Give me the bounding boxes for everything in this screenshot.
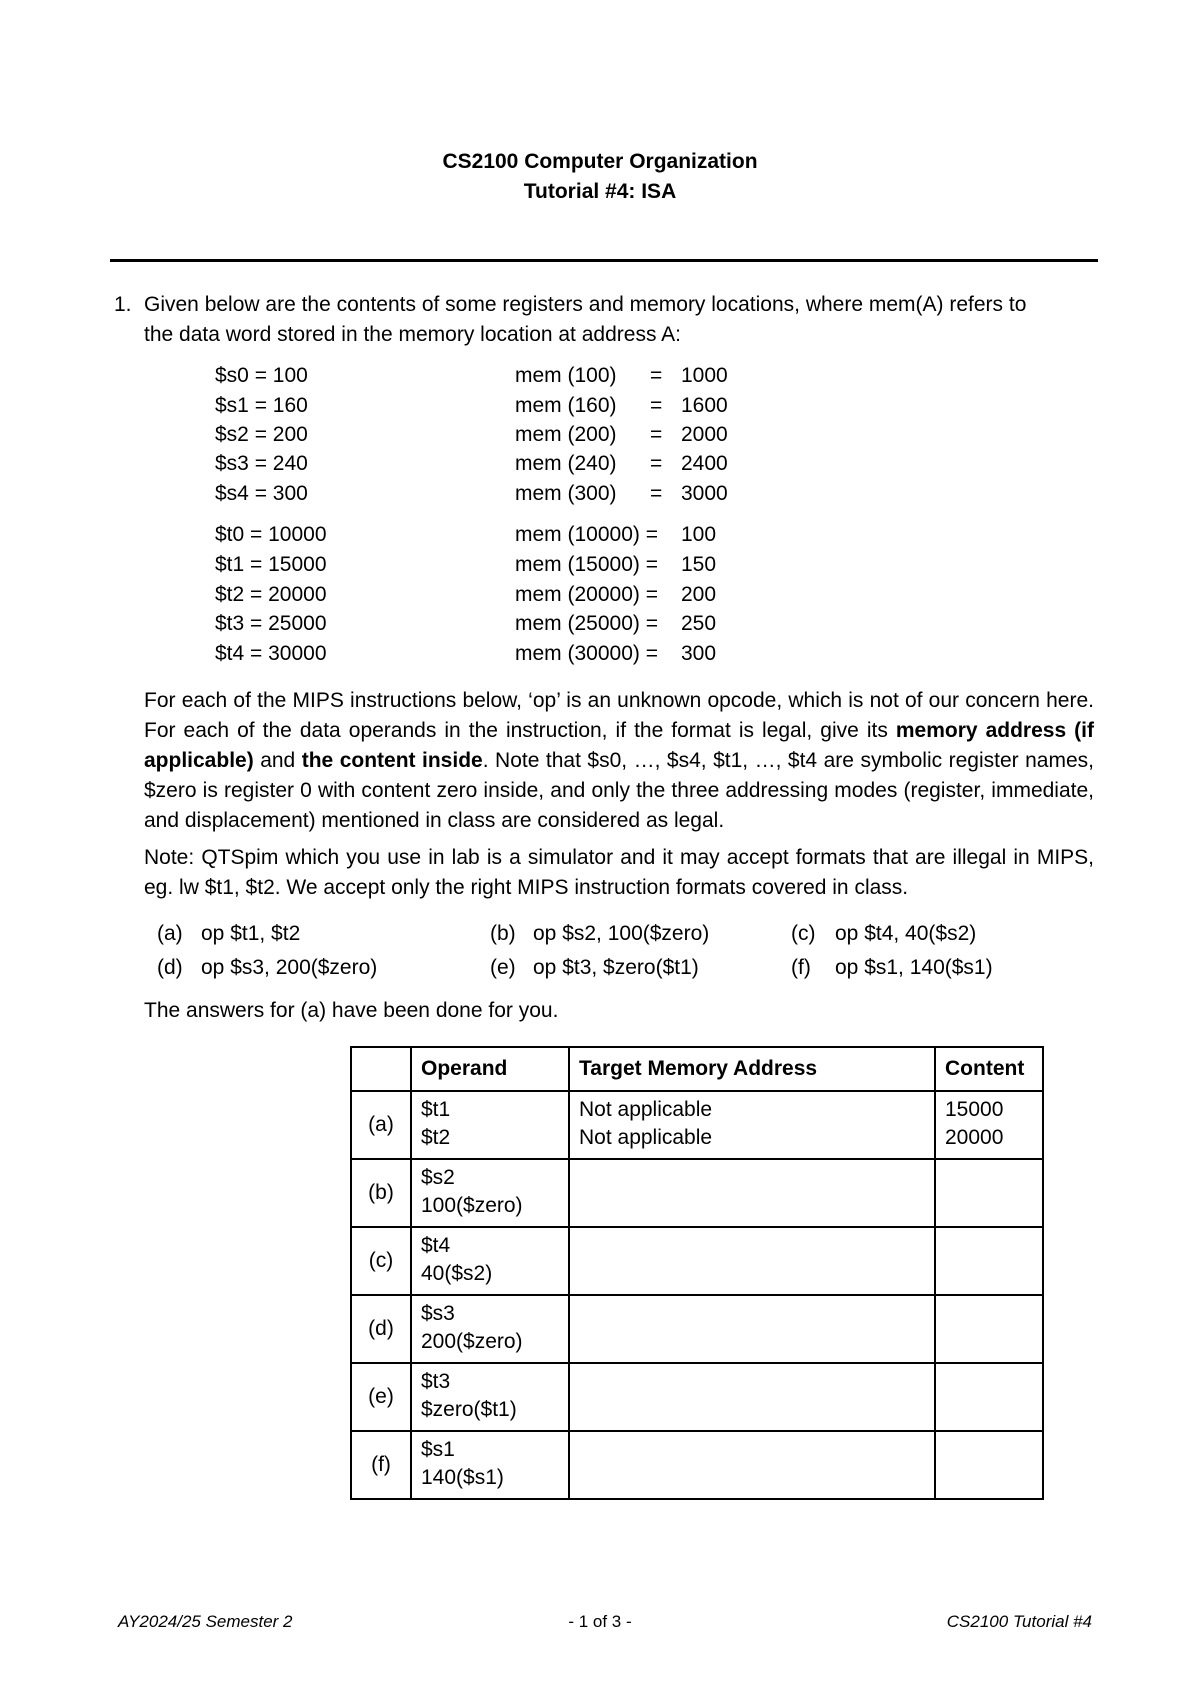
operand-1: $t3 [421, 1370, 451, 1393]
memory-address: mem (160) [515, 394, 617, 417]
content-1: 15000 [945, 1098, 1004, 1121]
operand-2: $t2 [421, 1126, 451, 1149]
table-row [351, 1295, 1043, 1363]
operand-1: $s2 [421, 1166, 455, 1189]
memory-value: 250 [681, 612, 717, 635]
option-label: (b) [490, 922, 516, 945]
content-cell [935, 1363, 1043, 1431]
footer-course: CS2100 Tutorial #4 [946, 1612, 1092, 1631]
operand-cell [411, 1091, 569, 1159]
operand-1: $s3 [421, 1302, 455, 1325]
answers-intro: The answers for (a) have been done for you. [144, 999, 559, 1022]
register-value: $t3 = 25000 [215, 612, 327, 635]
header-cell [351, 1047, 411, 1091]
equals-sign: = [650, 364, 663, 387]
document-title: CS2100 Computer Organization [442, 150, 758, 173]
operand-cell [411, 1431, 569, 1499]
register-value: $s0 = 100 [215, 364, 308, 387]
option-label: (a) [157, 922, 183, 945]
row-label: (a) [351, 1091, 411, 1159]
table-row [351, 1159, 1043, 1227]
address-cell [569, 1159, 935, 1227]
register-value: $t2 = 20000 [215, 583, 327, 606]
operand-cell [411, 1295, 569, 1363]
table-row [351, 1091, 1043, 1159]
para-bold-text: the content inside [301, 749, 483, 772]
operand-1: $s1 [421, 1438, 455, 1461]
operand-2: 200($zero) [421, 1330, 523, 1353]
memory-address: mem (240) [515, 452, 617, 475]
option-text: op $t1, $t2 [201, 922, 301, 945]
row-label: (f) [351, 1431, 411, 1499]
memory-value: 100 [681, 523, 717, 546]
option-label: (c) [791, 922, 816, 945]
question-intro-line1: Given below are the contents of some registers and memory locations, where mem(A) refers to [144, 293, 1027, 316]
content-cell [935, 1227, 1043, 1295]
operand-1: $t4 [421, 1234, 451, 1257]
content-2: 20000 [945, 1126, 1004, 1149]
option-text: op $s3, 200($zero) [201, 956, 378, 979]
memory-address: mem (30000) = [515, 642, 658, 665]
address-2: Not applicable [579, 1126, 713, 1149]
memory-address: mem (10000) = [515, 523, 658, 546]
row-label: (d) [351, 1295, 411, 1363]
operand-2: 140($s1) [421, 1466, 504, 1489]
para-text: and [253, 749, 302, 772]
question-intro-line2: the data word stored in the memory location at address A: [144, 323, 681, 346]
header-cell: Operand [411, 1047, 569, 1091]
memory-value: 300 [681, 642, 717, 665]
content-cell [935, 1091, 1043, 1159]
memory-address: mem (300) [515, 482, 617, 505]
address-cell [569, 1227, 935, 1295]
memory-value: 2400 [681, 452, 728, 475]
equals-sign: = [650, 452, 663, 475]
operand-2: 40($s2) [421, 1262, 493, 1285]
header-rule [110, 259, 1098, 262]
option-label: (e) [490, 956, 516, 979]
memory-address: mem (25000) = [515, 612, 658, 635]
option-text: op $t3, $zero($t1) [533, 956, 699, 979]
register-value: $t0 = 10000 [215, 523, 327, 546]
operand-cell [411, 1227, 569, 1295]
para-text: For each of the MIPS instructions below, ‘op’ is an unknown opcode, which is not of our concern here. For each of the data operands in the instruction, if the format is legal, give its [144, 689, 1094, 742]
address-cell [569, 1431, 935, 1499]
equals-sign: = [650, 423, 663, 446]
content-cell [935, 1159, 1043, 1227]
memory-address: mem (15000) = [515, 553, 658, 576]
operand-1: $t1 [421, 1098, 451, 1121]
answer-table [350, 1046, 1044, 1500]
document-subtitle: Tutorial #4: ISA [523, 180, 677, 203]
memory-value: 1000 [681, 364, 728, 387]
header-cell: Content [935, 1047, 1043, 1091]
row-label: (b) [351, 1159, 411, 1227]
para-text: . Note that $s0, …, $s4, $t1, …, $t4 are symbolic register names, $zero is register 0 with content zero inside, and only the three addressing modes (register, immediate, and displacement) mentioned in class are considered as legal. [144, 749, 1094, 832]
table-row [351, 1431, 1043, 1499]
operand-2: $zero($t1) [421, 1398, 517, 1421]
instructions-paragraph [144, 686, 1094, 836]
footer-semester: AY2024/25 Semester 2 [118, 1612, 293, 1631]
operand-cell [411, 1159, 569, 1227]
register-value: $s3 = 240 [215, 452, 308, 475]
register-value: $t1 = 15000 [215, 553, 327, 576]
address-1: Not applicable [579, 1098, 713, 1121]
register-value: $s1 = 160 [215, 394, 308, 417]
note-paragraph: Note: QTSpim which you use in lab is a simulator and it may accept formats that are illegal in MIPS, eg. lw $t1, $t2. We accept only the right MIPS instruction formats covered in class. [144, 846, 1094, 899]
page-number: - 1 of 3 - [568, 1612, 632, 1631]
option-label: (f) [791, 956, 811, 979]
option-text: op $s1, 140($s1) [835, 956, 993, 979]
header-cell: Target Memory Address [569, 1047, 935, 1091]
memory-value: 200 [681, 583, 717, 606]
option-text: op $t4, 40($s2) [835, 922, 977, 945]
memory-address: mem (100) [515, 364, 617, 387]
memory-address: mem (20000) = [515, 583, 658, 606]
option-text: op $s2, 100($zero) [533, 922, 710, 945]
table-header-row [351, 1047, 1043, 1091]
question-number: 1. [114, 293, 132, 316]
register-value: $t4 = 30000 [215, 642, 327, 665]
register-value: $s4 = 300 [215, 482, 308, 505]
memory-value: 2000 [681, 423, 728, 446]
row-label: (e) [351, 1363, 411, 1431]
address-cell [569, 1295, 935, 1363]
equals-sign: = [650, 482, 663, 505]
operand-cell [411, 1363, 569, 1431]
address-cell [569, 1091, 935, 1159]
memory-value: 1600 [681, 394, 728, 417]
memory-value: 150 [681, 553, 717, 576]
option-label: (d) [157, 956, 183, 979]
para-bold-text: memory address (if applicable) [144, 719, 1094, 772]
content-cell [935, 1295, 1043, 1363]
register-value: $s2 = 200 [215, 423, 308, 446]
content-cell [935, 1431, 1043, 1499]
memory-address: mem (200) [515, 423, 617, 446]
address-cell [569, 1363, 935, 1431]
table-row [351, 1227, 1043, 1295]
memory-value: 3000 [681, 482, 728, 505]
row-label: (c) [351, 1227, 411, 1295]
operand-2: 100($zero) [421, 1194, 523, 1217]
equals-sign: = [650, 394, 663, 417]
table-row [351, 1363, 1043, 1431]
